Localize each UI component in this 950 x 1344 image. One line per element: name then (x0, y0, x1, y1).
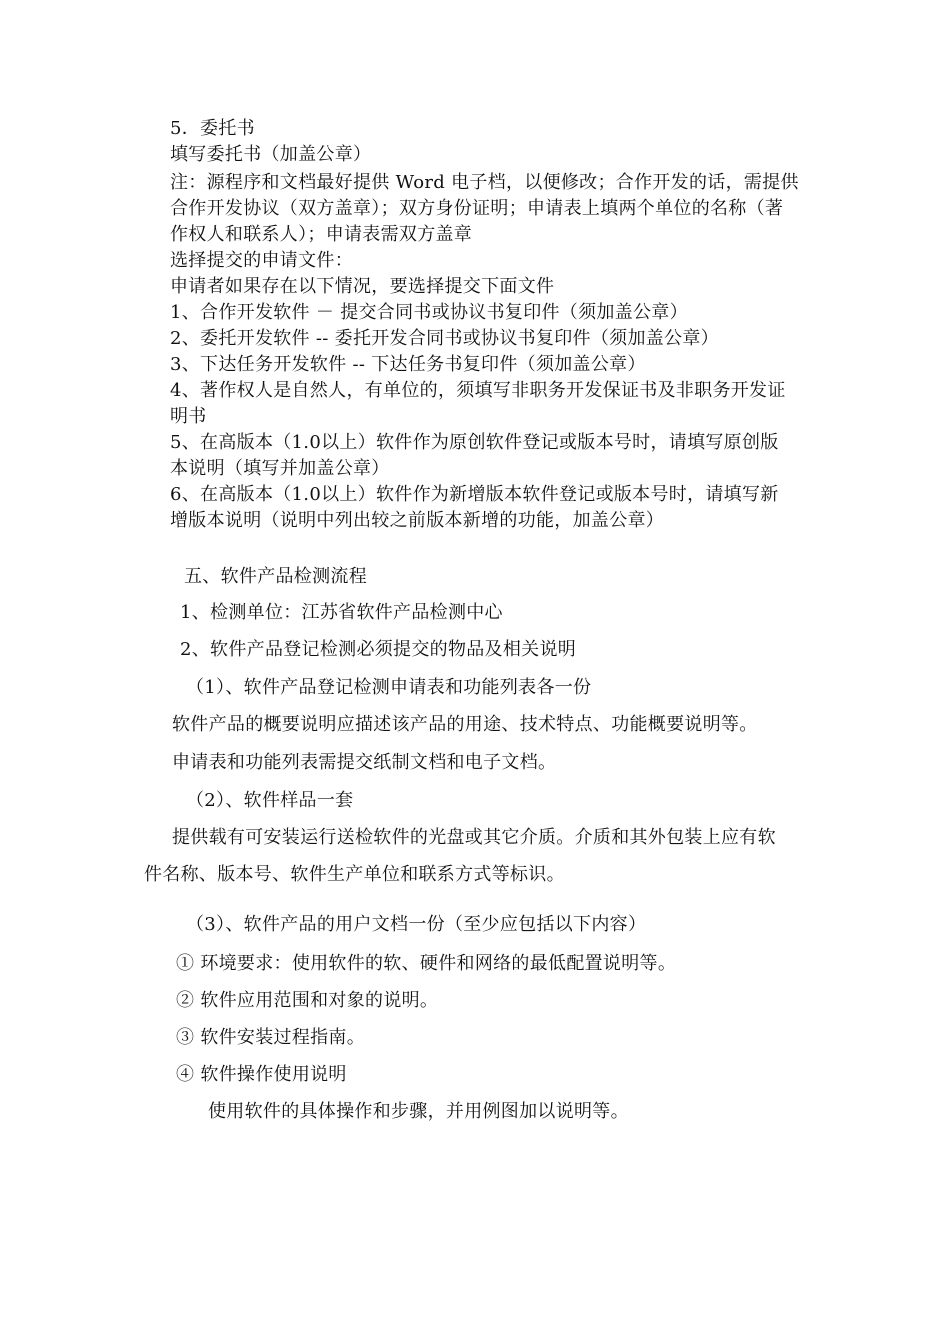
optional-file-item: 3、下达任务开发软件 -- 下达任务书复印件（须加盖公章） (170, 354, 646, 375)
doc-requirement-detail: 使用软件的具体操作和步骤，并用例图加以说明等。 (208, 1101, 629, 1122)
paragraph-cont: 件名称、版本号、软件生产单位和联系方式等标识。 (144, 864, 565, 885)
optional-files-heading: 选择提交的申请文件： (170, 250, 353, 271)
optional-files-intro: 申请者如果存在以下情况，要选择提交下面文件 (170, 276, 555, 297)
optional-file-item: 6、在高版本（1.0以上）软件作为新增版本软件登记或版本号时，请填写新 (170, 484, 779, 505)
note-line: 合作开发协议（双方盖章）；双方身份证明；申请表上填两个单位的名称（著 (170, 198, 784, 219)
doc-requirement-item: ② 软件应用范围和对象的说明。 (176, 990, 439, 1011)
paragraph: 提供载有可安装运行送检软件的光盘或其它介质。介质和其外包装上应有软 (172, 827, 776, 848)
item5-body: 填写委托书（加盖公章） (170, 144, 372, 165)
subsection-heading: （3）、软件产品的用户文档一份（至少应包括以下内容） (186, 914, 647, 935)
optional-file-item-cont: 增版本说明（说明中列出较之前版本新增的功能，加盖公章） (170, 510, 665, 531)
optional-file-item: 1、合作开发软件 － 提交合同书或协议书复印件（须加盖公章） (170, 302, 688, 323)
note-line: 注：源程序和文档最好提供 Word 电子档，以便修改；合作开发的话，需提供 (170, 172, 799, 193)
subsection-heading: （1）、软件产品登记检测申请表和功能列表各一份 (186, 677, 592, 698)
doc-requirement-item: ① 环境要求：使用软件的软、硬件和网络的最低配置说明等。 (176, 953, 677, 974)
item5-heading: 5．委托书 (170, 118, 255, 139)
subsection-heading: （2）、软件样品一套 (186, 790, 354, 811)
paragraph: 软件产品的概要说明应描述该产品的用途、技术特点、功能概要说明等。 (172, 714, 758, 735)
optional-file-item: 4、著作权人是自然人，有单位的，须填写非职务开发保证书及非职务开发证 (170, 380, 786, 401)
section5-heading: 五、软件产品检测流程 (184, 566, 367, 587)
note-line: 作权人和联系人）；申请表需双方盖章 (170, 224, 473, 245)
optional-file-item: 5、在高版本（1.0以上）软件作为原创软件登记或版本号时，请填写原创版 (170, 432, 779, 453)
optional-file-item-cont: 本说明（填写并加盖公章） (170, 458, 390, 479)
optional-file-item-cont: 明书 (170, 406, 207, 427)
section5-item: 2、软件产品登记检测必须提交的物品及相关说明 (180, 639, 577, 660)
optional-file-item: 2、委托开发软件 -- 委托开发合同书或协议书复印件（须加盖公章） (170, 328, 719, 349)
paragraph: 申请表和功能列表需提交纸制文档和电子文档。 (172, 752, 557, 773)
doc-requirement-item: ③ 软件安装过程指南。 (176, 1027, 366, 1048)
doc-requirement-item: ④ 软件操作使用说明 (176, 1064, 347, 1085)
section5-item: 1、检测单位：江苏省软件产品检测中心 (180, 602, 503, 623)
